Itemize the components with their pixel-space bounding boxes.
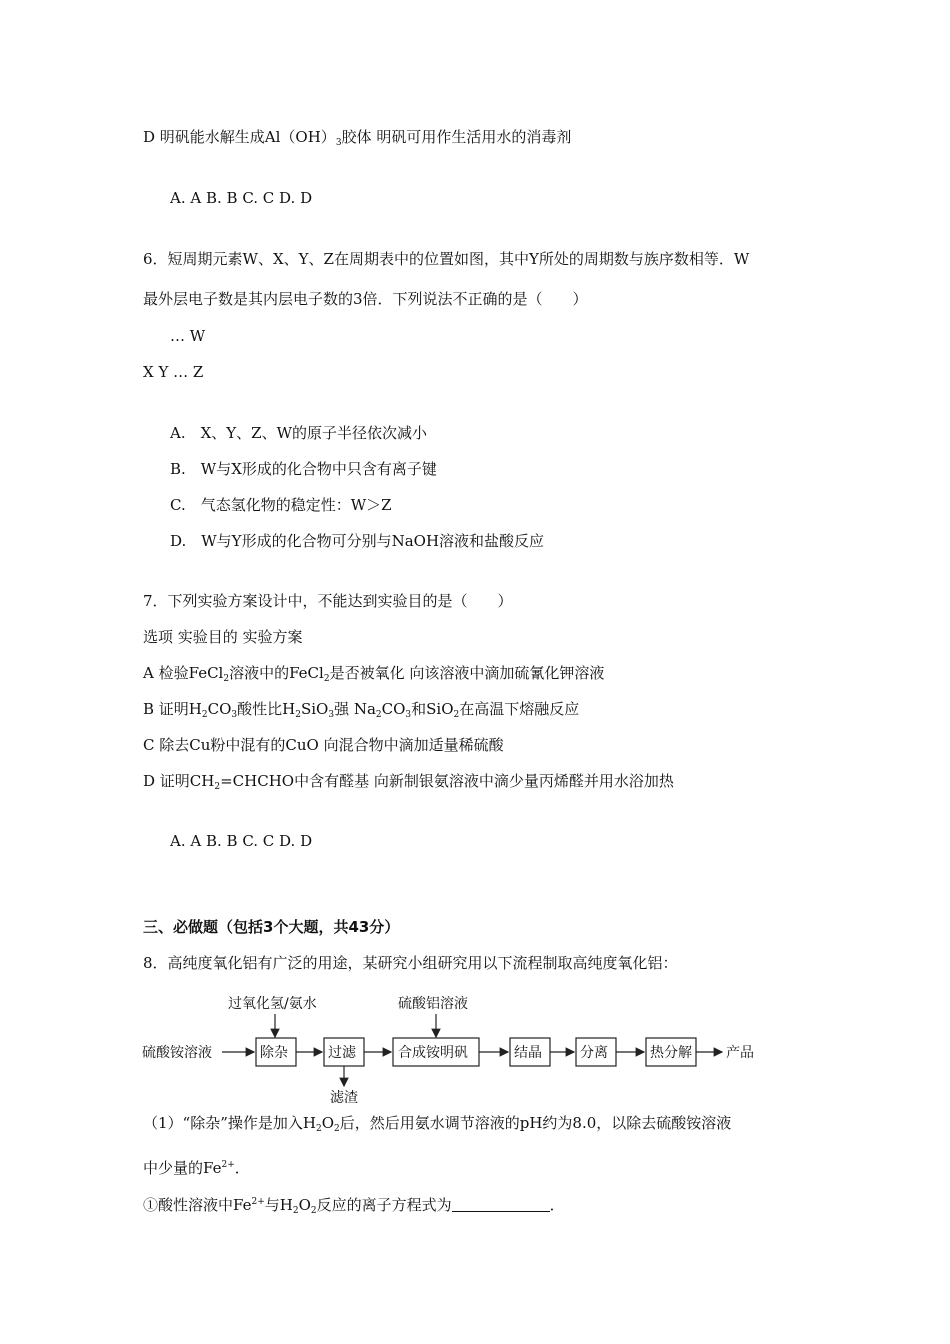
q6-table-row1: … W: [170, 327, 206, 345]
q7-row-c: C 除去Cu粉中混有的CuO 向混合物中滴加适量稀硫酸: [143, 736, 504, 754]
q7-stem: 7．下列实验方案设计中，不能达到实验目的是（ ）: [143, 592, 513, 610]
q8-subquestion-1: ①酸性溶液中$Fe^{2+}$与$H_2O_2$反应的离子方程式为 ．: [143, 1196, 565, 1216]
q5-answer-choices: A. A B. B C. C D. D: [170, 189, 313, 207]
q6-option-a: A. X、Y、Z、W的原子半径依次减小: [170, 424, 428, 442]
q7-row-d: D 证明$CH_2=CHCHO$中含有醛基 向新制银氨溶液中滴少量丙烯醛并用水浴加热: [143, 772, 674, 792]
flow-step3-label: 合成铵明矾: [398, 1045, 468, 1061]
q6-stem-line1: 6．短周期元素W、X、Y、Z在周期表中的位置如图，其中Y所处的周期数与族序数相等．W: [143, 250, 750, 268]
flow-start-label: 硫酸铵溶液: [142, 1045, 212, 1061]
q5-option-d: D 明矾能水解生成$Al(OH)_3$胶体 明矾可用作生活用水的消毒剂: [143, 128, 572, 148]
flow-step1-label: 除杂: [260, 1045, 288, 1061]
q8-part1-line1: （1）“除杂”操作是加入$H_2O_2$后，然后用氨水调节溶液的pH约为8.0，以除去硫酸铵溶液: [143, 1114, 732, 1134]
q6-table-row2: X Y … Z: [143, 363, 204, 381]
flow-step5-label: 分离: [580, 1045, 608, 1061]
q6-option-b: B. W与X形成的化合物中只含有离子键: [170, 460, 437, 478]
q7-answer-choices: A. A B. B C. C D. D: [170, 832, 313, 850]
q7-table-header: 选项 实验目的 实验方案: [143, 628, 303, 646]
q6-stem-line2: 最外层电子数是其内层电子数的3倍．下列说法不正确的是（ ）: [143, 290, 588, 308]
q6-option-d: D. W与Y形成的化合物可分别与NaOH溶液和盐酸反应: [170, 532, 545, 550]
q7-row-b: B 证明$H_2CO_3$酸性比$H_2SiO_3$强 $Na_2CO_3$和SiO$_2$在高温下熔融反应: [143, 700, 580, 720]
flow-residue-label: 滤渣: [330, 1090, 358, 1106]
section-heading: 三、必做题（包括3个大题，共43分）: [143, 918, 400, 936]
q6-option-c: C. 气态氢化物的稳定性：W＞Z: [170, 496, 392, 514]
flow-step4-label: 结晶: [514, 1045, 542, 1061]
flow-step2-label: 过滤: [328, 1045, 356, 1061]
q7-row-a: A 检验FeCl$_2$溶液中的FeCl$_2$是否被氧化 向该溶液中滴加硫氰化钾溶液: [143, 664, 605, 684]
flow-reagent1-label: 过氧化氢/氨水: [228, 996, 317, 1012]
answer-blank[interactable]: [452, 1197, 550, 1212]
process-flow-diagram: [142, 988, 782, 1106]
flow-reagent2-label: 硫酸铝溶液: [398, 996, 468, 1012]
q8-part1-line2: 中少量的$Fe^{2+}$．: [143, 1159, 250, 1177]
q8-stem: 8．高纯度氧化铝有广泛的用途，某研究小组研究用以下流程制取高纯度氧化铝：: [143, 954, 678, 972]
flow-step6-label: 热分解: [650, 1045, 692, 1061]
flow-product-label: 产品: [726, 1045, 754, 1061]
